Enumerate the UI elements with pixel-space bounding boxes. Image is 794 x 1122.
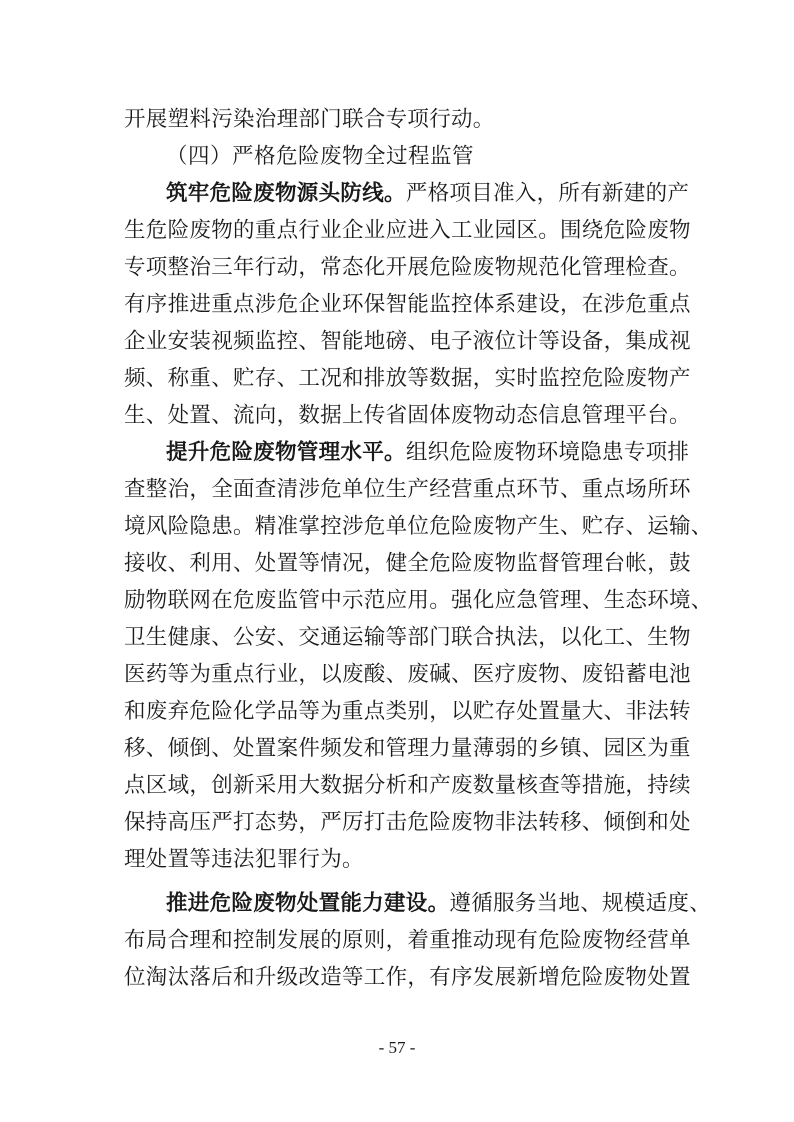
- paragraph-line: 生、处置、流向，数据上传省固体废物动态信息管理平台。: [124, 403, 691, 428]
- paragraph-line: 理处置等违法犯罪行为。: [124, 847, 364, 872]
- paragraph-line: 企业安装视频监控、智能地磅、电子液位计等设备，集成视: [124, 329, 691, 354]
- paragraph-line: 频、称重、贮存、工况和排放等数据，实时监控危险废物产: [124, 366, 691, 391]
- bold-lead-phrase: 提升危险废物管理水平。: [166, 440, 406, 465]
- bold-lead-phrase: 筑牢危险废物源头防线。: [166, 181, 406, 206]
- paragraph-line: 励物联网在危废监管中示范应用。强化应急管理、生态环境、: [124, 588, 713, 613]
- paragraph-line: 有序推进重点涉危企业环保智能监控体系建设，在涉危重点: [124, 292, 691, 317]
- section-heading: （四）严格危险废物全过程监管: [166, 144, 475, 169]
- paragraph-line: 专项整治三年行动，常态化开展危险废物规范化管理检查。: [124, 255, 691, 280]
- paragraph-text: 严格项目准入，所有新建的产: [405, 181, 690, 206]
- paragraph-line: 移、倾倒、处置案件频发和管理力量薄弱的乡镇、园区为重: [124, 736, 691, 761]
- paragraph-line: 保持高压严打态势，严厉打击危险废物非法转移、倾倒和处: [124, 810, 691, 835]
- paragraph-line: 点区域，创新采用大数据分析和产废数量核查等措施，持续: [124, 773, 691, 798]
- paragraph-line: 查整治，全面查清涉危单位生产经营重点环节、重点场所环: [124, 477, 691, 502]
- paragraph-line: 开展塑料污染治理部门联合专项行动。: [124, 107, 495, 132]
- paragraph-line: 卫生健康、公安、交通运输等部门联合执法，以化工、生物: [124, 625, 691, 650]
- paragraph-text: 遵循服务当地、规模适度、: [449, 891, 712, 916]
- paragraph-line: [166, 435, 690, 471]
- paragraph-line: 位淘汰落后和升级改造等工作，有序发展新增危险废物处置: [124, 965, 691, 990]
- paragraph-text: 组织危险废物环境隐患专项排: [405, 440, 690, 465]
- paragraph-line: 生危险废物的重点行业企业应进入工业园区。围绕危险废物: [124, 218, 691, 243]
- paragraph-line: 和废弃危险化学品等为重点类别，以贮存处置量大、非法转: [124, 699, 691, 724]
- paragraph-line: 布局合理和控制发展的原则，着重推动现有危险废物经营单: [124, 928, 691, 953]
- paragraph-line: 接收、利用、处置等情况，健全危险废物监督管理台帐，鼓: [124, 551, 691, 576]
- paragraph-line: [166, 176, 690, 212]
- bold-lead-phrase: 推进危险废物处置能力建设。: [166, 891, 450, 916]
- page-number: - 57 -: [378, 1038, 416, 1057]
- paragraph-line: 境风险隐患。精准掌控涉危单位危险废物产生、贮存、运输、: [124, 514, 713, 539]
- paragraph-line: [166, 886, 712, 922]
- paragraph-line: 医药等为重点行业，以废酸、废碱、医疗废物、废铅蓄电池: [124, 662, 691, 687]
